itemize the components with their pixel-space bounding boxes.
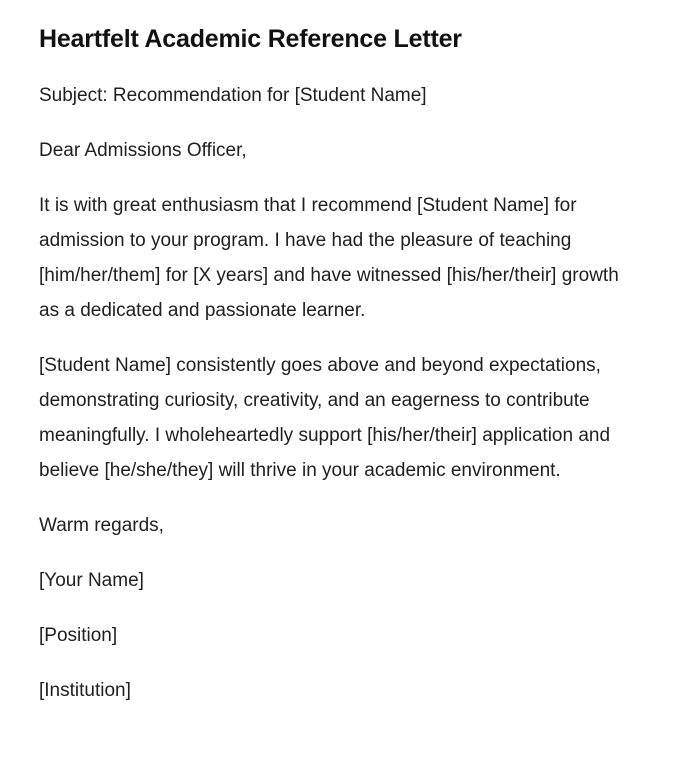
- body-paragraph-2: [Student Name] consistently goes above and beyond expectations, demonstrating curiosity, creativity, and an eagerness to contribute meaningfully. I wholeheartedly support [his/her/their] application and believe [he/she/they] will thrive in your academic environment.: [39, 355, 611, 481]
- signature-position: [Position]: [39, 625, 118, 646]
- body-paragraph-1: It is with great enthusiasm that I recommend [Student Name] for admission to your program. I have had the pleasure of teaching [him/her/them] for [X years] and have witnessed [his/her/their] growth as a dedicated and passionate learner.: [39, 195, 619, 321]
- signature-name: [Your Name]: [39, 570, 144, 591]
- signature-institution: [Institution]: [39, 680, 131, 701]
- page-title: Heartfelt Academic Reference Letter: [39, 25, 462, 53]
- subject-line: Subject: Recommendation for [Student Name]: [39, 85, 427, 106]
- closing-salutation: Warm regards,: [39, 515, 164, 536]
- salutation: Dear Admissions Officer,: [39, 140, 247, 161]
